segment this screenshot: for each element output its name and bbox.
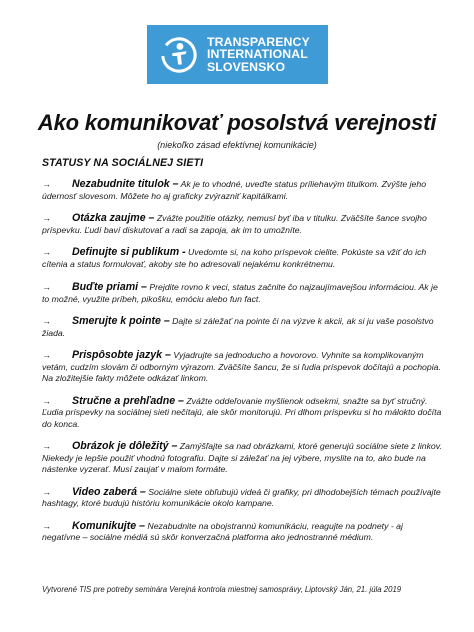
tip-item xyxy=(42,179,442,202)
section-heading: STATUSY NA SOCIÁLNEJ SIETI xyxy=(42,157,204,169)
bullet-arrow-icon: → xyxy=(42,441,51,451)
tip-body xyxy=(42,179,426,201)
tip-item xyxy=(42,487,442,510)
tip-item xyxy=(42,521,442,544)
tip-text: Nezabudnite na obojstrannú komunikáciu, reagujte na podnety - aj negatívne – sociálne médiá sú skôr konverzačná platforma ako jednostranné médium. xyxy=(42,520,403,542)
bullet-arrow-icon: → xyxy=(42,395,51,406)
tip-item xyxy=(42,282,442,305)
tip-text: Sociálne siete obľubujú videá či grafiky, pri dlhodobejších témach používajte hashtagy, ktoré budujú históriu komunikácie okolo kampane. xyxy=(42,486,441,508)
logo-line-3: SLOVENSKO xyxy=(207,59,286,74)
bullet-arrow-icon: → xyxy=(42,247,51,257)
bullet-arrow-icon: → xyxy=(42,316,51,326)
ti-figure-icon xyxy=(160,36,198,74)
tip-text: Zvážte oddeľovanie myšlienok odsekmi, snažte sa byť stručný. Ľudia príspevky na sociálnej sieti nečítajú, ale skôr monitorujú. Pri dlhom príspevku si ho málokto dočíta do konca. xyxy=(42,395,442,429)
tip-body xyxy=(42,282,438,304)
tip-heading: Komunikujte – xyxy=(72,519,145,532)
bullet-arrow-icon: → xyxy=(42,350,51,360)
tip-heading: Stručne a prehľadne – xyxy=(72,394,184,407)
tip-heading: Obrázok je dôležitý – xyxy=(72,440,178,452)
tip-text: Prejdite rovno k veci, status začnite čo najzaujímavejšou informáciou. Ak je to možné, využite príbeh, pikošku, emóciu alebo fun fact. xyxy=(42,282,438,304)
tip-item xyxy=(42,247,442,270)
tip-text: Zvážte použitie otázky, nemusí byť iba v titulku. Zväčšíte šance svojho príspevku. Ľudí baví diskutovať a radi sa zapoja, ak im to umožníte. xyxy=(42,213,427,235)
tip-heading: Video zaberá – xyxy=(72,485,146,498)
tip-body xyxy=(42,247,426,269)
tip-item xyxy=(42,350,442,385)
page-subtitle: (niekoľko zásad efektívnej komunikácie) xyxy=(157,140,317,150)
tip-text: Vyjadrujte sa jednoducho a hovorovo. Vyhnite sa komplikovaným vetám, cudzím slovám či odborným výrazom. Zväčšíte šancu, že si ľudia príspevok dočítajú a pochopia. Na zložitejšie fakty môžete odkázať linkom. xyxy=(42,350,441,383)
bullet-arrow-icon: → xyxy=(42,486,51,497)
tip-body xyxy=(42,521,403,543)
tip-heading: Nezabudnite titulok – xyxy=(72,178,179,190)
tip-heading: Prispôsobte jazyk – xyxy=(72,349,171,361)
tips-list xyxy=(42,179,442,544)
tip-body xyxy=(42,396,441,429)
tip-heading: Definujte si publikum - xyxy=(72,246,186,258)
tip-heading: Buďte priami – xyxy=(72,281,147,293)
tip-text: Uvedomte si, na koho príspevok cielite. Pokúste sa vžiť do ich cítenia a status formulovať, akoby ste ho adresovali nejakému konkrétnemu. xyxy=(42,247,427,269)
tip-item xyxy=(42,441,442,476)
bullet-arrow-icon: → xyxy=(42,179,51,189)
tip-text: Ak je to vhodné, uveďte status príliehavým titulkom. Zvýšte jeho údernosť slovesom. Môžete ho aj graficky zvýrazniť kapitálkami. xyxy=(42,179,427,201)
bullet-arrow-icon: → xyxy=(42,213,51,223)
page-title: Ako komunikovať posolstvá verejnosti xyxy=(37,110,437,135)
tip-text: Zamýšľajte sa nad obrázkami, ktoré generujú sociálne siete z linkov. Niekedy je lepšie použiť vhodnú fotografiu. Dajte si záležať na jej výbere, myslite na to, ako bude na nástenke vyzerať. Musí zaujať v malom formáte. xyxy=(42,441,442,474)
logo-line-1: TRANSPARENCY xyxy=(207,34,310,49)
tip-item xyxy=(42,213,442,236)
tip-text: Dajte si záležať na pointe či na výzve k akcii, ak si ju vaše posolstvo žiada. xyxy=(42,316,434,338)
tip-body xyxy=(42,316,434,338)
tip-heading: Otázka zaujme – xyxy=(72,212,155,224)
bullet-arrow-icon: → xyxy=(42,520,51,531)
logo-line-2: INTERNATIONAL xyxy=(207,47,308,62)
tip-body xyxy=(42,487,441,509)
footer-note: Vytvorené TIS pre potreby seminára Verejná kontrola miestnej samosprávy, Liptovský Ján, 21. júla 2019 xyxy=(42,585,402,594)
tip-item xyxy=(42,316,442,339)
tip-body xyxy=(42,350,441,383)
bullet-arrow-icon: → xyxy=(42,282,51,292)
tip-body xyxy=(42,441,442,474)
tip-body xyxy=(42,213,427,235)
tip-item xyxy=(42,396,442,431)
tip-heading: Smerujte k pointe – xyxy=(72,315,170,327)
organization-logo xyxy=(147,25,328,84)
